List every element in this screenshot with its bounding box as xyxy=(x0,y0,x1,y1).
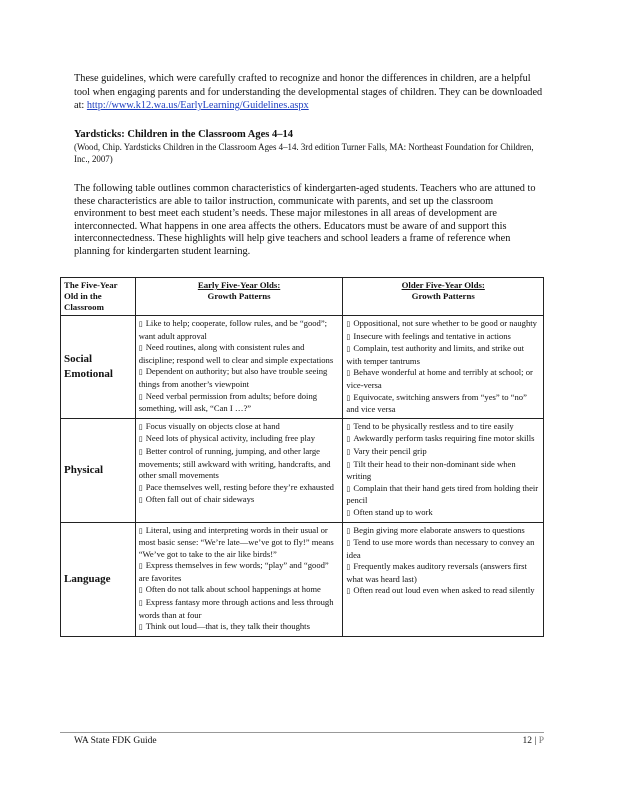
list-item xyxy=(139,421,340,434)
bullet-icon: ▯ xyxy=(346,563,351,572)
bullet-icon: ▯ xyxy=(138,435,143,444)
list-item-text: Often stand up to work xyxy=(353,506,433,517)
header-older-title: Older Five-Year Olds: xyxy=(401,280,485,290)
list-item xyxy=(139,494,340,507)
list-item-text: Need routines, along with consistent rules and discipline; respond well to clear and simple expectations xyxy=(138,342,334,365)
early-fives-cell xyxy=(135,418,343,522)
list-item-text: Often read out loud even when asked to read silently xyxy=(353,585,535,596)
table-row xyxy=(61,316,544,419)
list-item xyxy=(346,343,540,367)
yardsticks-citation: (Wood, Chip. Yardsticks Children in the Classroom Ages 4–14. 3rd edition Turner Falls, MA: Northeast Foundation for Children, Inc., 2007) xyxy=(74,142,534,164)
list-item xyxy=(139,342,340,366)
page-number: 12 | xyxy=(522,736,539,746)
bullet-icon: ▯ xyxy=(138,392,143,401)
bullet-icon: ▯ xyxy=(138,599,143,608)
list-item xyxy=(346,585,540,598)
list-item-text: Insecure with feelings and tentative in actions xyxy=(353,330,511,341)
bullet-icon: ▯ xyxy=(346,320,351,328)
list-item xyxy=(346,483,540,507)
bullet-icon: ▯ xyxy=(138,320,143,328)
table-header-row xyxy=(61,278,544,316)
list-item-text: Tend to use more words than necessary to convey an idea xyxy=(346,537,535,560)
list-item xyxy=(346,421,540,434)
bullet-icon: ▯ xyxy=(138,483,143,492)
list-item-text: Dependent on authority; but also have trouble seeing things from another’s viewpoint xyxy=(138,366,328,389)
list-item-text: Often do not talk about school happenings at home xyxy=(145,584,321,595)
bullet-icon: ▯ xyxy=(138,368,143,377)
intro-paragraph xyxy=(74,72,544,113)
characteristics-paragraph: The following table outlines common characteristics of kindergarten-aged students. Teachers who are attuned to these characteristics are able to tailor instruction, communicate with parents, and set up the classroom environment to best meet each student’s needs. These major milestones in all areas of development are interconnected. What happens in one area affects the others. Educators must be aware of and support this interconnectedness. These highlights will help give teachers and school leaders a frame of reference when planning for kindergarten student learning. xyxy=(74,183,536,257)
list-item xyxy=(346,507,540,520)
list-item-text: Tilt their head to their non-dominant side when writing xyxy=(346,458,516,482)
list-item xyxy=(346,561,540,585)
list-item xyxy=(139,560,340,584)
list-item-text: Complain, test authority and limits, and strike out with temper tantrums xyxy=(346,343,525,366)
list-item xyxy=(139,391,340,415)
list-item-text: Tend to be physically restless and to tire easily xyxy=(353,420,514,431)
list-item-text: Need lots of physical activity, including free play xyxy=(145,433,316,444)
header-early-sub: Growth Patterns xyxy=(207,291,271,301)
list-item xyxy=(139,525,340,561)
list-item xyxy=(346,367,540,391)
list-item xyxy=(346,446,540,459)
bullet-icon: ▯ xyxy=(138,526,143,535)
bullet-icon: ▯ xyxy=(138,496,143,505)
list-item-text: Express fantasy more through actions and less through words than at four xyxy=(138,597,334,620)
header-early-fives xyxy=(135,278,343,316)
bullet-icon: ▯ xyxy=(346,539,351,548)
list-item xyxy=(139,433,340,446)
list-item-text: Often fall out of chair sideways xyxy=(145,494,255,505)
list-item-text: Think out loud—that is, they talk their thoughts xyxy=(145,621,310,632)
bullet-icon: ▯ xyxy=(346,484,351,493)
bullet-icon: ▯ xyxy=(346,369,351,378)
list-item-text: Oppositional, not sure whether to be good or naughty xyxy=(353,318,537,328)
list-item-text: Equivocate, switching answers from “yes” to “no” and vice versa xyxy=(346,391,527,415)
early-fives-cell xyxy=(135,316,343,419)
bullet-icon: ▯ xyxy=(138,422,143,431)
list-item xyxy=(346,331,540,344)
list-item xyxy=(139,446,340,482)
list-item-text: Begin giving more elaborate answers to questions xyxy=(353,524,525,535)
bullet-icon: ▯ xyxy=(346,587,351,596)
bullet-icon: ▯ xyxy=(346,526,351,535)
list-item-text: Focus visually on objects close at hand xyxy=(145,420,280,431)
header-older-fives xyxy=(343,278,544,316)
list-item-text: Better control of running, jumping, and other large movements; still awkward with writing, handcrafts, and other small movements xyxy=(138,445,331,481)
bullet-icon: ▯ xyxy=(346,508,351,517)
list-item-text: Behave wonderful at home and terribly at school; or vice-versa xyxy=(346,367,533,390)
bullet-icon: ▯ xyxy=(346,345,351,354)
bullet-icon: ▯ xyxy=(346,460,351,469)
list-item xyxy=(139,621,340,634)
list-item xyxy=(139,584,340,597)
footer-page-number xyxy=(474,736,544,746)
bullet-icon: ▯ xyxy=(138,623,143,632)
table-body xyxy=(61,316,544,637)
growth-patterns-table xyxy=(60,277,544,637)
list-item xyxy=(346,318,540,331)
bullet-icon: ▯ xyxy=(346,422,351,431)
yardsticks-title: Yardsticks: Children in the Classroom Ages 4–14 xyxy=(74,129,293,140)
older-fives-cell xyxy=(343,418,544,522)
list-item xyxy=(139,482,340,495)
header-age-group: The Five-Year Old in the Classroom xyxy=(61,278,136,316)
list-item xyxy=(139,318,340,342)
bullet-icon: ▯ xyxy=(138,562,143,571)
list-item-text: Awkwardly perform tasks requiring fine motor skills xyxy=(353,433,535,444)
list-item xyxy=(346,459,540,483)
list-item-text: Pace themselves well, resting before they’re exhausted xyxy=(145,481,334,492)
bullet-icon: ▯ xyxy=(346,332,351,341)
list-item xyxy=(346,525,540,538)
bullet-icon: ▯ xyxy=(138,447,143,456)
list-item xyxy=(346,392,540,416)
row-domain-label: Social Emotional xyxy=(61,316,136,419)
footer-divider xyxy=(60,732,544,733)
bullet-icon: ▯ xyxy=(138,344,143,353)
table-row xyxy=(61,418,544,522)
guidelines-link[interactable]: http://www.k12.wa.us/EarlyLearning/Guidelines.aspx xyxy=(86,100,309,112)
list-item xyxy=(346,433,540,446)
page-letter: P xyxy=(538,736,544,746)
header-older-sub: Growth Patterns xyxy=(411,291,475,301)
bullet-icon: ▯ xyxy=(138,586,143,595)
footer-guide-title: WA State FDK Guide xyxy=(74,736,157,746)
header-early-title: Early Five-Year Olds: xyxy=(197,280,281,290)
list-item-text: Frequently makes auditory reversals (answers first what was heard last) xyxy=(346,561,527,584)
early-fives-cell xyxy=(135,522,343,636)
list-item-text: Literal, using and interpreting words in their usual or most basic sense: “We’re late—we’ve got to fly!” means “We’ve got to take to the air like birds!” xyxy=(138,524,334,559)
list-item xyxy=(346,537,540,561)
row-domain-label: Language xyxy=(61,522,136,636)
bullet-icon: ▯ xyxy=(346,447,351,456)
intro-text: These guidelines, which were carefully crafted to recognize and honor the differences in children, are a helpful tool when engaging parents and for understanding the developmental stages of children. They can be downloaded at: xyxy=(74,73,543,112)
list-item xyxy=(139,597,340,621)
older-fives-cell xyxy=(343,522,544,636)
row-domain-label: Physical xyxy=(61,418,136,522)
bullet-icon: ▯ xyxy=(346,435,351,444)
list-item-text: Vary their pencil grip xyxy=(353,445,427,456)
list-item-text: Need verbal permission from adults; before doing something, will ask, “Can I …?” xyxy=(138,390,318,414)
list-item-text: Express themselves in few words; “play” and “good” are favorites xyxy=(138,560,329,583)
bullet-icon: ▯ xyxy=(346,393,351,402)
list-item-text: Complain that their hand gets tired from holding their pencil xyxy=(346,482,539,506)
list-item-text: Like to help; cooperate, follow rules, and be “good”; want adult approval xyxy=(138,318,328,341)
table-row xyxy=(61,522,544,636)
list-item xyxy=(139,366,340,390)
older-fives-cell xyxy=(343,316,544,419)
